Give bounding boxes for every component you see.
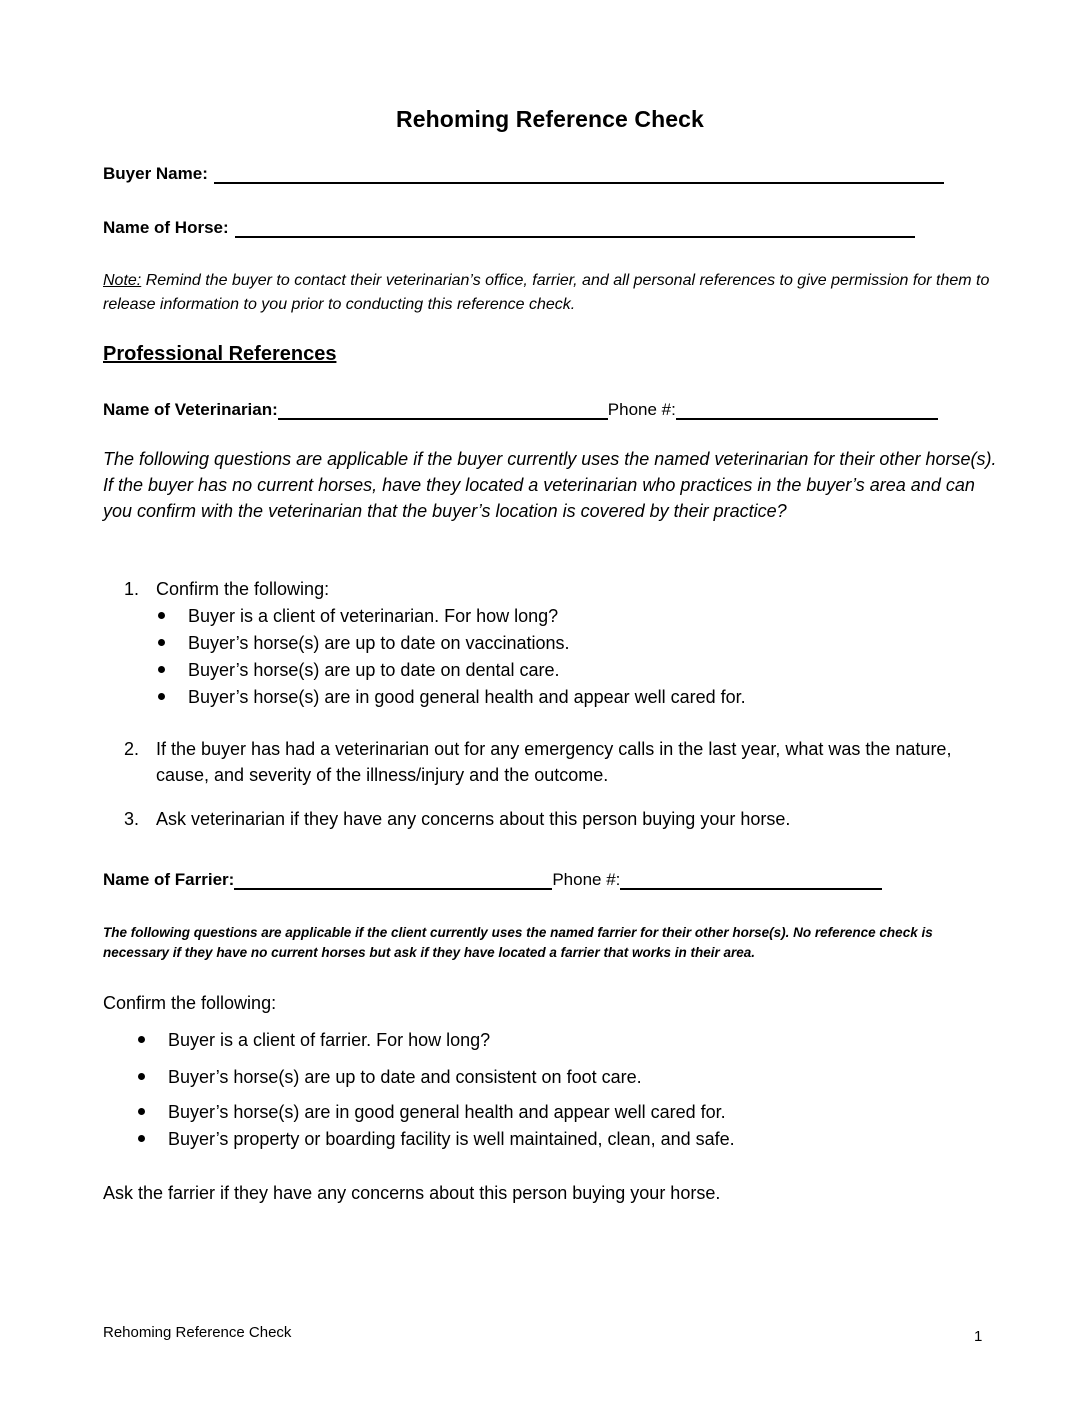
- farrier-phone-line[interactable]: [620, 870, 882, 890]
- vet-item-2-num: 2.: [124, 739, 140, 759]
- vet-item-3-num: 3.: [124, 809, 140, 829]
- vet-bullet-2: Buyer’s horse(s) are up to date on vaccinations.: [188, 633, 570, 653]
- vet-bullet-4: Buyer’s horse(s) are in good general health and appear well cared for.: [188, 687, 746, 707]
- horse-name-row: [103, 218, 915, 238]
- page-number: 1: [974, 1328, 983, 1345]
- vet-bullet-3: Buyer’s horse(s) are up to date on dental care.: [188, 660, 560, 680]
- note-paragraph: [103, 269, 1003, 317]
- buyer-name-line[interactable]: [214, 164, 944, 184]
- farrier-name-label: Name of Farrier:: [103, 870, 235, 889]
- farrier-bullet-4: Buyer’s property or boarding facility is well maintained, clean, and safe.: [168, 1129, 735, 1149]
- vet-item-2-text: If the buyer has had a veterinarian out for any emergency calls in the last year, what was the nature, cause, and severity of the illness/injury and the outcome.: [156, 739, 952, 785]
- bullet-icon: [158, 612, 165, 619]
- vet-phone-label: Phone #:: [607, 400, 676, 419]
- farrier-bullet-3: Buyer’s horse(s) are in good general health and appear well cared for.: [168, 1102, 726, 1122]
- horse-name-label: Name of Horse:: [103, 218, 229, 237]
- footer-title: Rehoming Reference Check: [103, 1324, 292, 1341]
- farrier-closing: Ask the farrier if they have any concerns about this person buying your horse.: [103, 1183, 721, 1203]
- note-text: Remind the buyer to contact their veterinarian’s office, farrier, and all personal references to give permission for them to release information to you prior to conducting this reference check.: [103, 272, 990, 313]
- note-label: Note:: [103, 272, 142, 289]
- vet-item-3-text: Ask veterinarian if they have any concerns about this person buying your horse.: [156, 809, 791, 829]
- page-title: Rehoming Reference Check: [396, 106, 704, 132]
- vet-phone-line[interactable]: [676, 400, 938, 420]
- farrier-confirm: Confirm the following:: [103, 993, 277, 1013]
- farrier-name-line[interactable]: [234, 870, 552, 890]
- farrier-bullet-2: Buyer’s horse(s) are up to date and consistent on foot care.: [168, 1067, 642, 1087]
- section-title: Professional References: [103, 343, 337, 365]
- vet-row: [103, 400, 938, 420]
- buyer-name-row: [103, 164, 944, 184]
- bullet-icon: [138, 1036, 145, 1043]
- farrier-intro: The following questions are applicable if the client currently uses the named farrier for their other horse(s). No reference check is necessary if they have no current horses but ask if they have located a farrier that works in their area.: [103, 925, 933, 960]
- farrier-bullet-1: Buyer is a client of farrier. For how long?: [168, 1030, 491, 1050]
- bullet-icon: [138, 1073, 145, 1080]
- vet-bullet-1: Buyer is a client of veterinarian. For how long?: [188, 606, 559, 626]
- buyer-name-label: Buyer Name:: [103, 164, 208, 183]
- vet-item-1-num: 1.: [124, 579, 140, 599]
- vet-item-1-text: Confirm the following:: [156, 579, 330, 599]
- horse-name-line[interactable]: [235, 218, 915, 238]
- farrier-phone-label: Phone #:: [552, 870, 621, 889]
- farrier-row: [103, 870, 882, 890]
- vet-name-line[interactable]: [278, 400, 608, 420]
- bullet-icon: [158, 639, 165, 646]
- bullet-icon: [158, 666, 165, 673]
- vet-intro: The following questions are applicable if the buyer currently uses the named veterinarian for their other horse(s). If the buyer has no current horses, have they located a veterinarian who practices in the buyer’s area and can you confirm with the veterinarian that the buyer’s location is covered by their practice?: [103, 449, 997, 521]
- vet-name-label: Name of Veterinarian:: [103, 400, 278, 419]
- bullet-icon: [138, 1135, 145, 1142]
- bullet-icon: [158, 693, 165, 700]
- bullet-icon: [138, 1108, 145, 1115]
